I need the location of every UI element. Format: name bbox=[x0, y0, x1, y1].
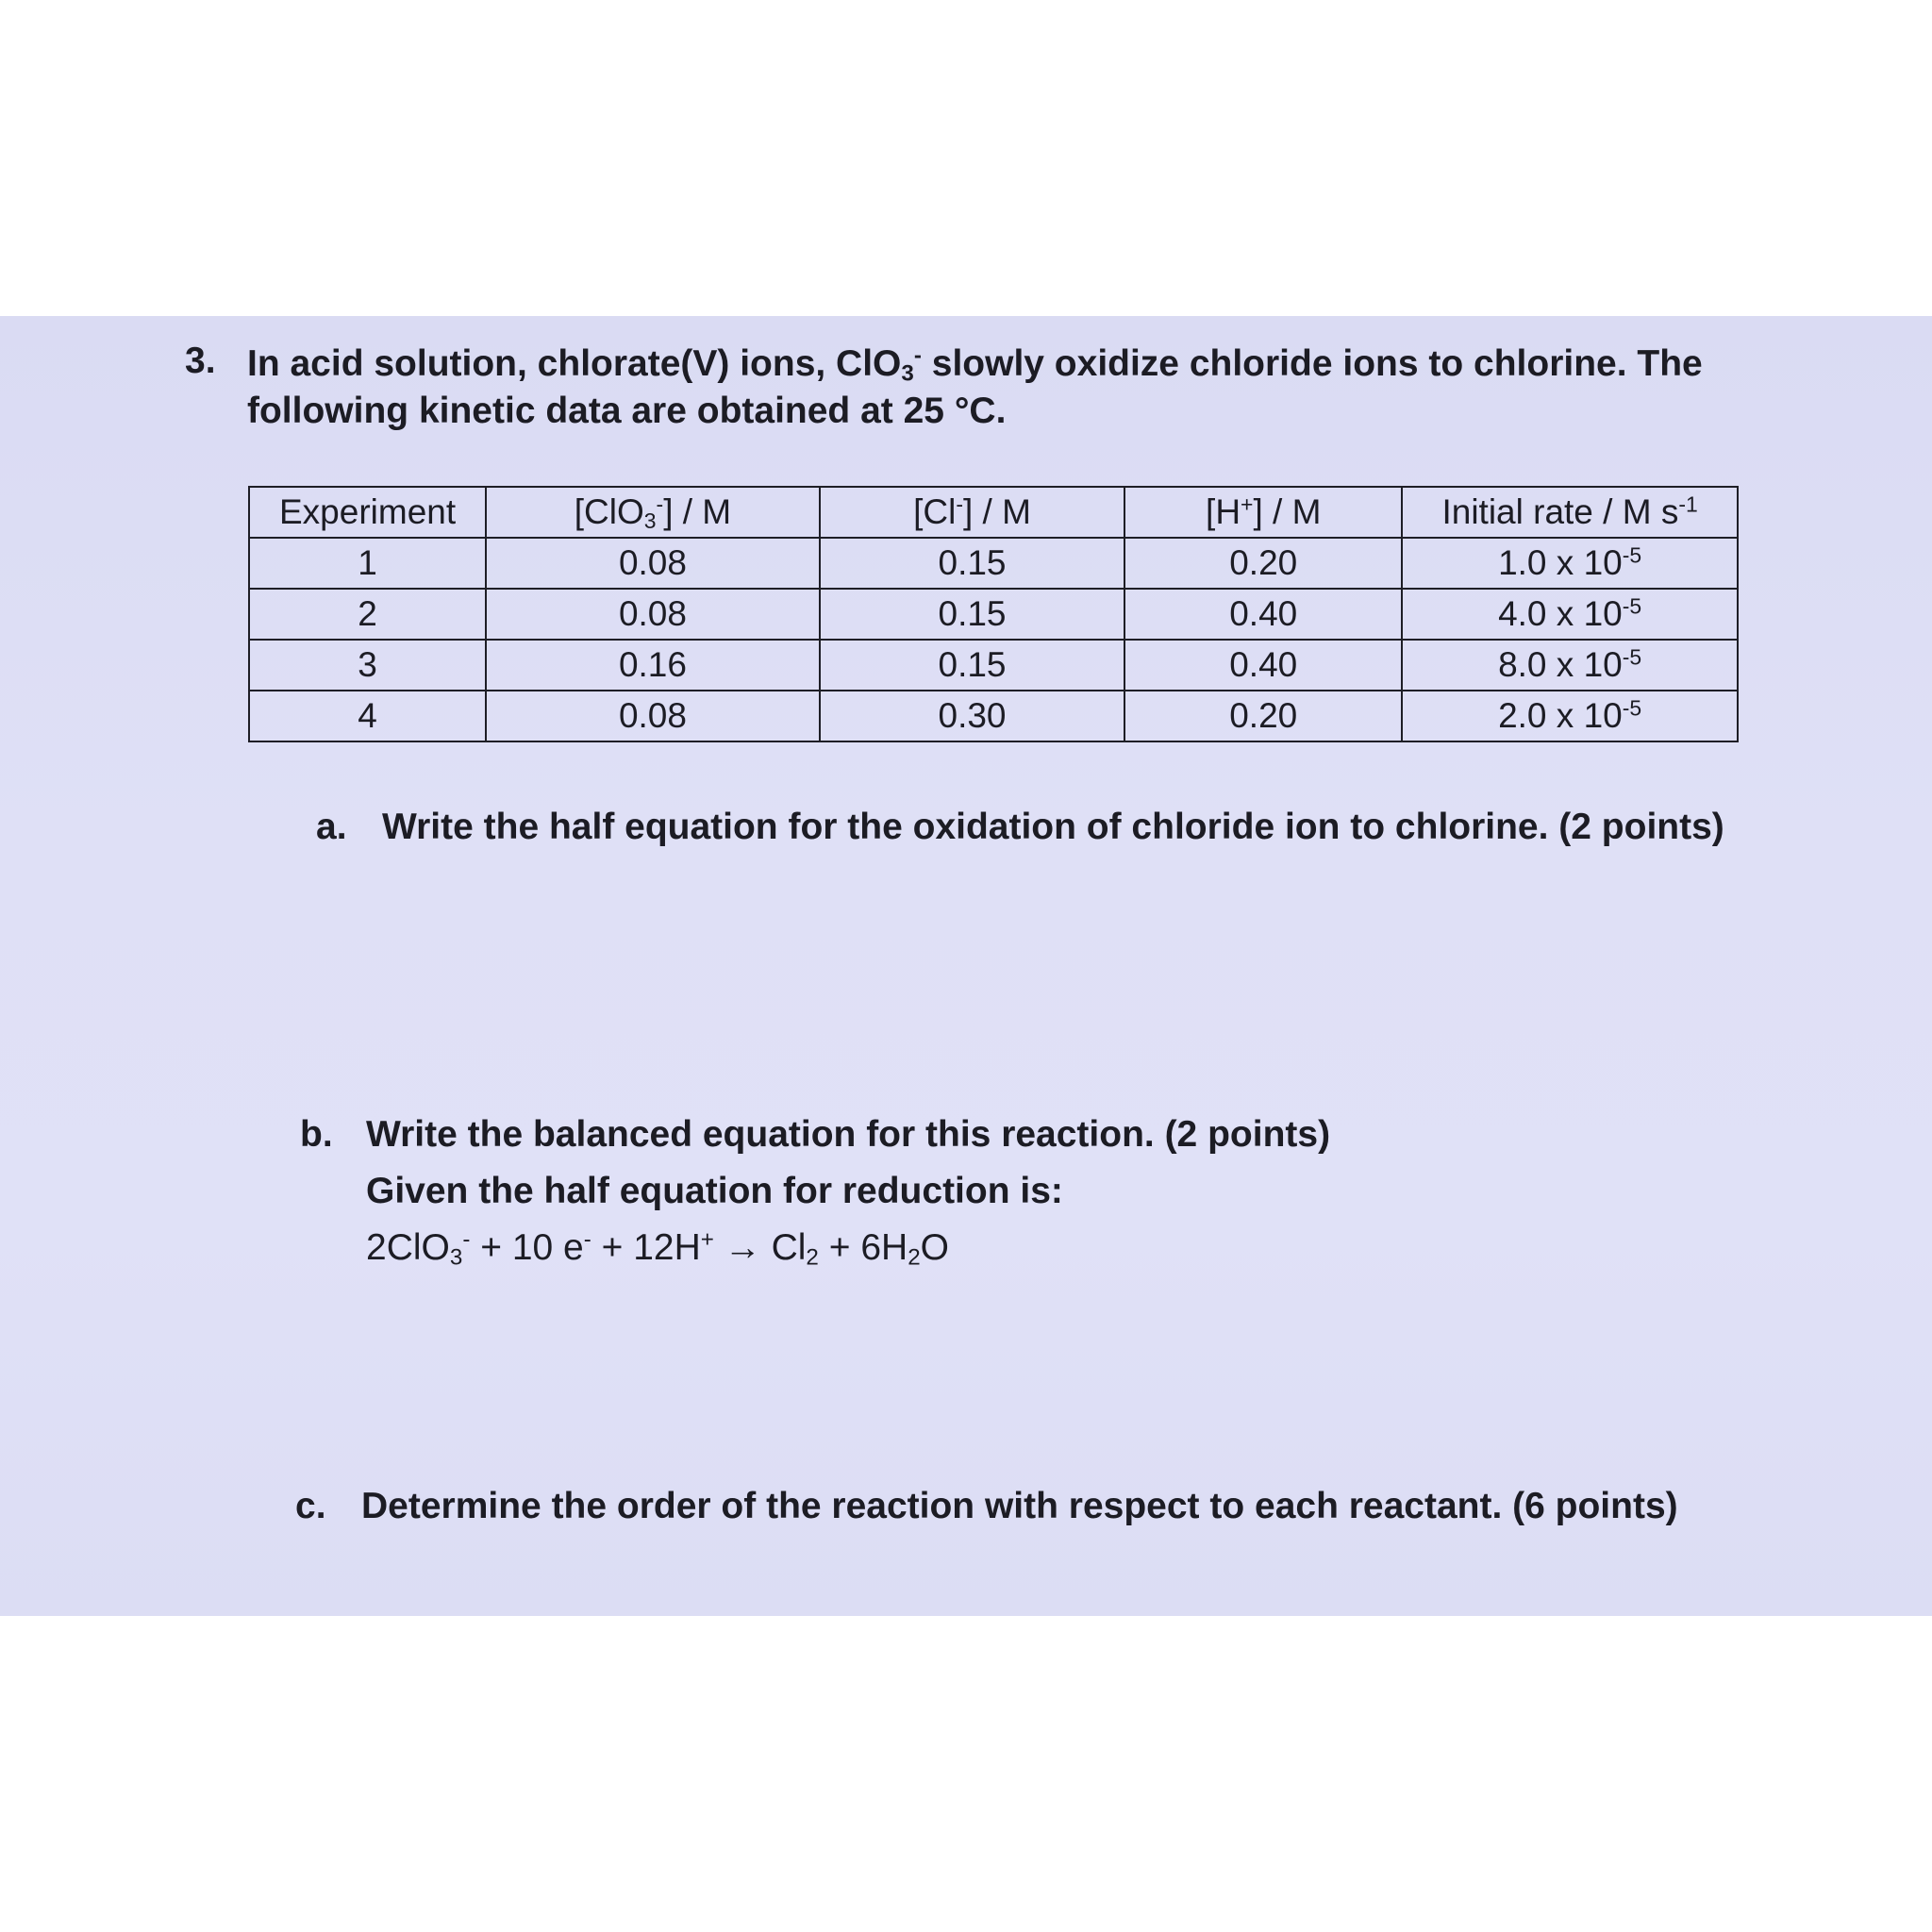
part-c-label: c. bbox=[295, 1486, 326, 1526]
cell-hydrogen: 0.40 bbox=[1124, 589, 1402, 640]
cell-rate: 8.0 x $10^{-5}$ bbox=[1402, 640, 1738, 691]
part-b-label: b. bbox=[300, 1114, 333, 1155]
cell-experiment: 3 bbox=[249, 640, 486, 691]
cell-chloride: 0.30 bbox=[820, 691, 1124, 741]
part-c-text: Determine the order of the reaction with respect to each reactant. (6 points) bbox=[361, 1486, 1678, 1526]
cell-experiment: 4 bbox=[249, 691, 486, 741]
part-b-text: Write the balanced equation for this reaction. (2 points) bbox=[366, 1114, 1331, 1155]
cell-experiment: 1 bbox=[249, 538, 486, 589]
reduction-half-equation: 2ClO$_3$- + 10 $e^- + 12H^+ \to Cl_2 + 6H_2O$ bbox=[366, 1226, 949, 1271]
cell-chloride: 0.15 bbox=[820, 538, 1124, 589]
cell-chloride: 0.15 bbox=[820, 640, 1124, 691]
part-a-text: Write the half equation for the oxidation of chloride ion to chlorine. (2 points) bbox=[382, 807, 1724, 847]
cell-hydrogen: 0.20 bbox=[1124, 691, 1402, 741]
cell-hydrogen: 0.20 bbox=[1124, 538, 1402, 589]
header-initial-rate: Initial rate / M $s^{-1}$ bbox=[1402, 487, 1738, 538]
cell-rate: 2.0 x $10^{-5}$ bbox=[1402, 691, 1738, 741]
worksheet-paper bbox=[0, 316, 1932, 1616]
part-b bbox=[300, 1107, 1330, 1276]
cell-experiment: 2 bbox=[249, 589, 486, 640]
part-c bbox=[295, 1486, 1678, 1527]
question-line-1: In acid solution, chlorate(V) ions, ClO$_3$- slowly oxidize chloride ions to chlorine. The bbox=[247, 342, 1703, 387]
header-experiment: Experiment bbox=[249, 487, 486, 538]
cell-chlorate: 0.16 bbox=[486, 640, 820, 691]
cell-rate: 1.0 x $10^{-5}$ bbox=[1402, 538, 1738, 589]
cell-hydrogen: 0.40 bbox=[1124, 640, 1402, 691]
part-b-given: Given the half equation for reduction is: bbox=[366, 1171, 1063, 1211]
cell-chlorate: 0.08 bbox=[486, 589, 820, 640]
header-hydrogen-concentration: [H+] / M bbox=[1124, 487, 1402, 538]
kinetic-data-table bbox=[248, 486, 1739, 742]
cell-chlorate: 0.08 bbox=[486, 538, 820, 589]
table-row bbox=[249, 640, 1738, 691]
cell-rate: 4.0 x $10^{-5}$ bbox=[1402, 589, 1738, 640]
cell-chlorate: 0.08 bbox=[486, 691, 820, 741]
question-number: 3. bbox=[185, 341, 216, 381]
question-line-2: following kinetic data are obtained at 25 °C. bbox=[247, 391, 1007, 431]
table-row bbox=[249, 691, 1738, 741]
header-chlorate-concentration: [ClO$_3$-] / M bbox=[486, 487, 820, 538]
header-chloride-concentration: [Cl-] / M bbox=[820, 487, 1124, 538]
question-text bbox=[247, 341, 1703, 435]
cell-chloride: 0.15 bbox=[820, 589, 1124, 640]
table-row bbox=[249, 538, 1738, 589]
part-a bbox=[316, 807, 1724, 848]
table-row bbox=[249, 589, 1738, 640]
table-header-row bbox=[249, 487, 1738, 538]
part-a-label: a. bbox=[316, 807, 347, 847]
